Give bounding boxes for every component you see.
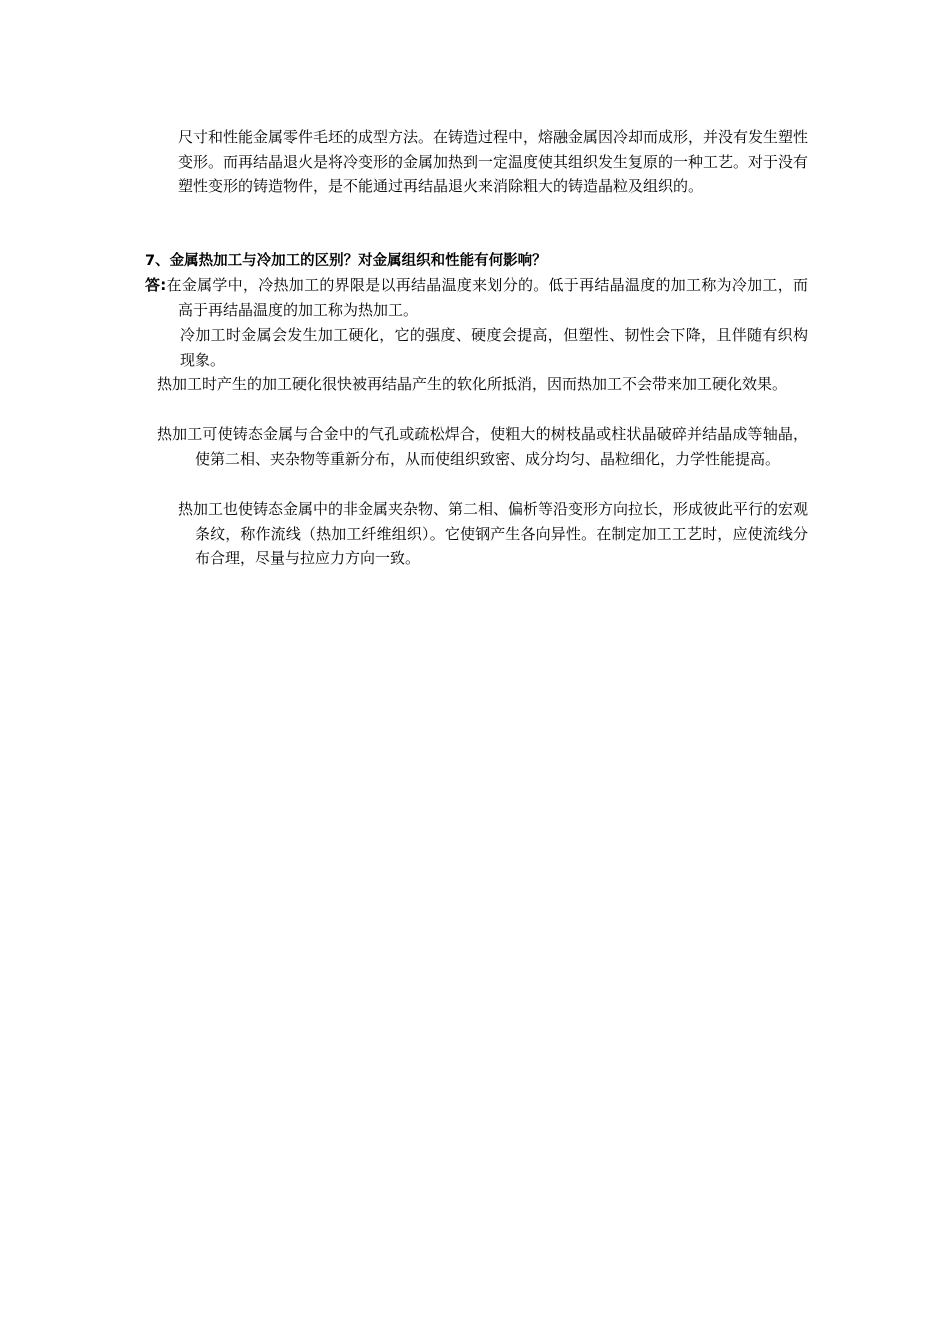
answer-paragraph-5: 热加工也使铸态金属中的非金属夹杂物、第二相、偏析等沿变形方向拉长，形成彼此平行的宏观条纹，称作流线（热加工纤维组织）。它使钢产生各向异性。在制定加工工艺时，应使流线分布合理，尽量与拉应力方向一致。 (178, 500, 809, 567)
answer-paragraph-1-text: 在金属学中，冷热加工的界限是以再结晶温度来划分的。低于再结晶温度的加工称为冷加工，而高于再结晶温度的加工称为热加工。 (166, 276, 808, 319)
continuation-paragraph: 尺寸和性能金属零件毛坯的成型方法。在铸造过程中，熔融金属因冷却而成形，并没有发生塑性变形。而再结晶退火是将冷变形的金属加热到一定温度使其组织发生复原的一种工艺。对于没有塑性变形的铸造物件，是不能通过再结晶退火来消除粗大的铸造晶粒及组织的。 (178, 128, 809, 195)
answer-paragraph-2: 冷加工时金属会发生加工硬化，它的强度、硬度会提高，但塑性、韧性会下降，且伴随有织构现象。 (180, 326, 808, 369)
answer-paragraph-3: 热加工时产生的加工硬化很快被再结晶产生的软化所抵消，因而热加工不会带来加工硬化效果。 (157, 375, 788, 393)
answer-paragraph-1 (145, 273, 808, 322)
question-7-heading: 7、金属热加工与冷加工的区别？对金属组织和性能有何影响？ (145, 253, 547, 269)
answer-label: 答: (145, 276, 167, 294)
answer-paragraph-4: 热加工可使铸态金属与合金中的气孔或疏松焊合，使粗大的树枝晶或柱状晶破碎并结晶成等轴晶，使第二相、夹杂物等重新分布，从而使组织致密、成分均匀、晶粒细化，力学性能提高。 (157, 425, 808, 468)
